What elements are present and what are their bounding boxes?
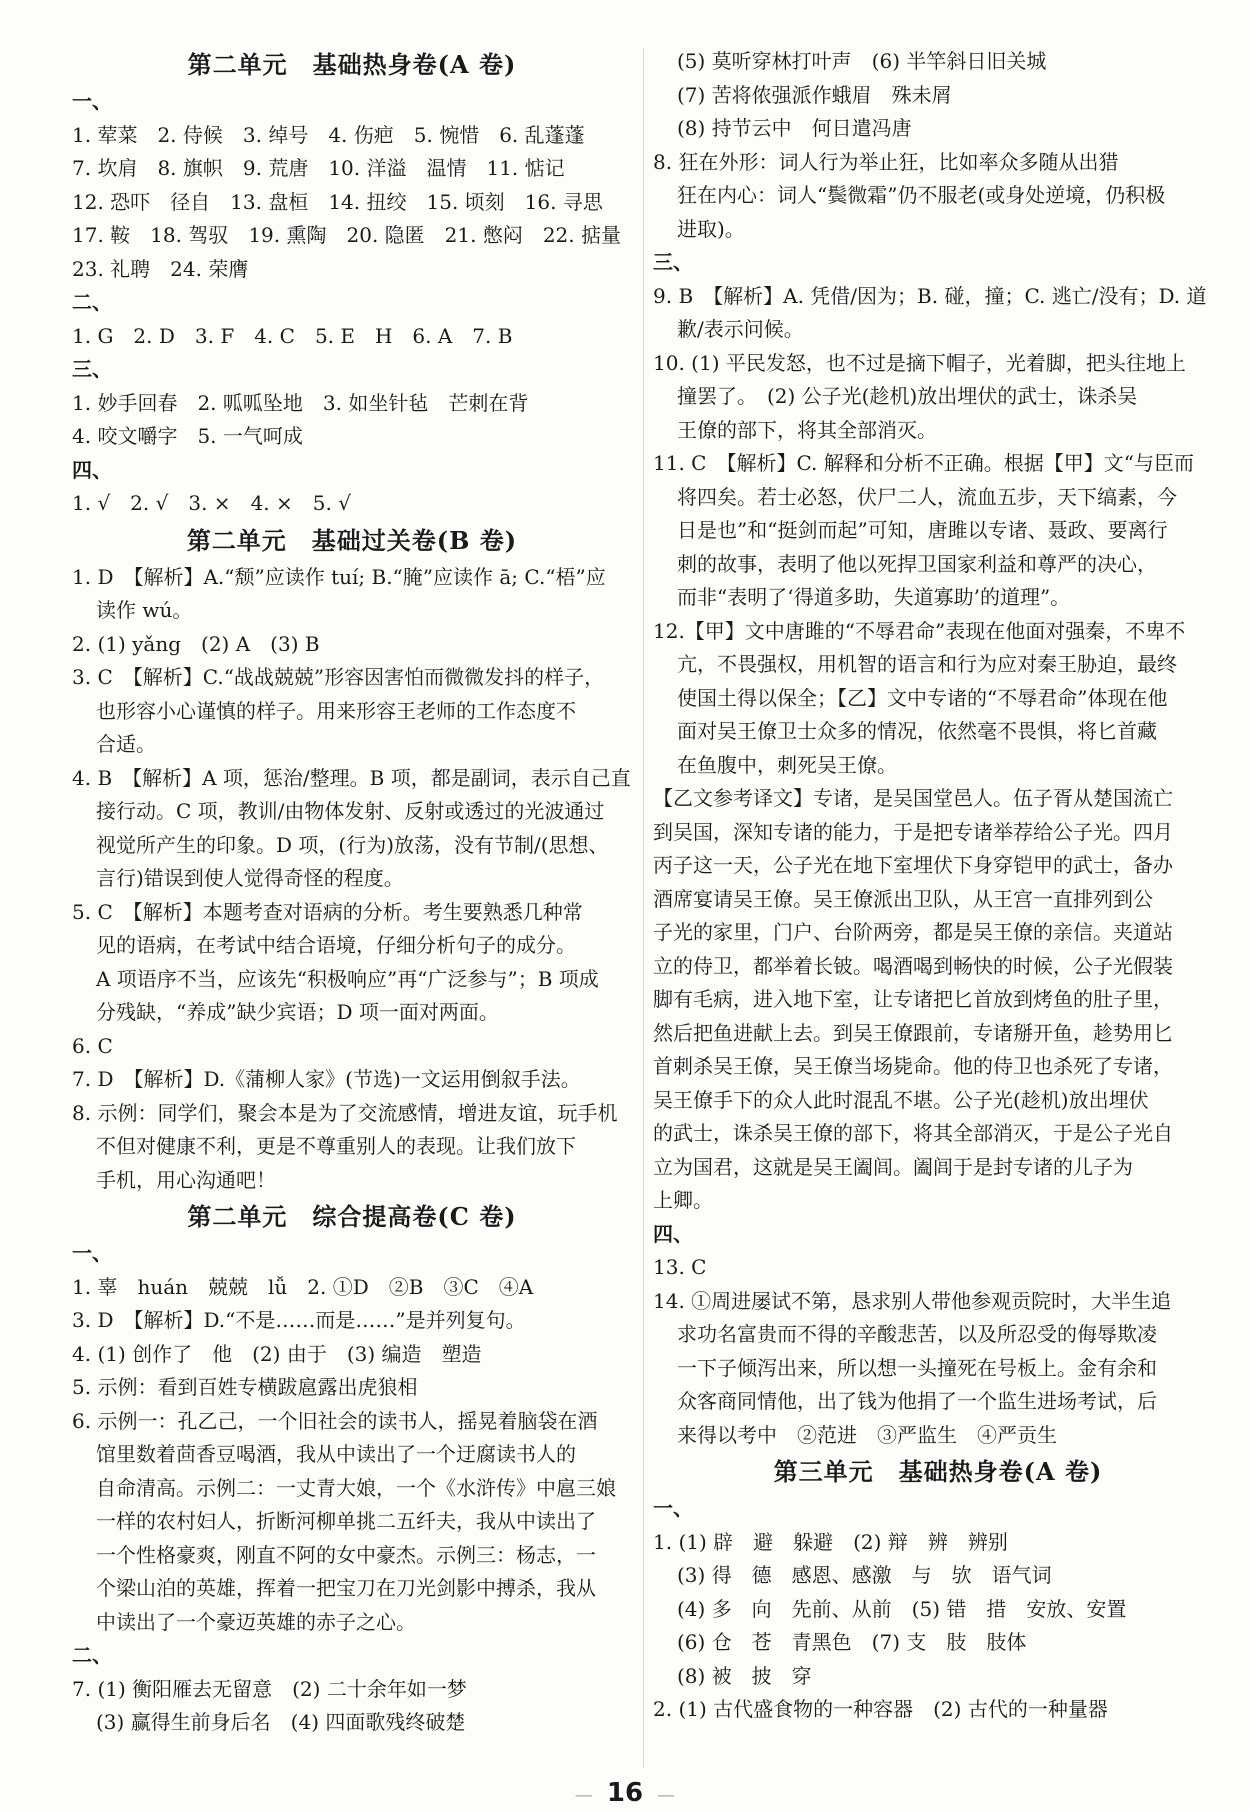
answer-line: 3. D 【解析】D.“不是……而是……”是并列复句。 <box>72 1308 526 1332</box>
answer-line: 见的语病，在考试中结合语境，仔细分析句子的成分。 <box>96 933 576 957</box>
section-heading: 一、 <box>72 1241 112 1265</box>
answer-line: 歉/表示问候。 <box>677 317 804 341</box>
page-number <box>0 1778 1250 1811</box>
answer-line: 中读出了一个豪迈英雄的赤子之心。 <box>96 1609 416 1634</box>
answer-line: 8. 示例：同学们，聚会本是为了交流感情，增进友谊，玩手机 <box>72 1100 618 1125</box>
answer-line: (7) 苦将侬强派作蛾眉 殊未屑 <box>677 82 952 107</box>
section-title: 第三单元 基础热身卷(A 卷) <box>773 1457 1103 1486</box>
answer-line: 面对吴王僚卫士众多的情况，依然毫不畏惧，将匕首藏 <box>677 719 1157 743</box>
answer-line: (3) 得 德 感恩、感激 与 欤 语气词 <box>677 1563 1052 1587</box>
answer-line: 而非“表明了‘得道多助，失道寡助’的道理”。 <box>677 585 1071 609</box>
answer-line: 酒席宴请吴王僚。吴王僚派出卫队，从王宫一直排列到公 <box>653 886 1153 911</box>
answer-line: 4. 咬文嚼字 5. 一气呵成 <box>72 424 303 448</box>
section-title: 第二单元 基础过关卷(B 卷) <box>186 525 518 555</box>
answer-line: 求功名富贵而不得的辛酸悲苦，以及所忍受的侮辱欺凌 <box>677 1322 1157 1346</box>
answer-line: 个梁山泊的英雄，挥着一把宝刀在刀光剑影中搏杀，我从 <box>96 1576 596 1600</box>
answer-line: 亢，不畏强权，用机智的语言和行为应对秦王胁迫，最终 <box>677 652 1177 676</box>
answer-line: 3. C 【解析】C.“战战兢兢”形容因害怕而微微发抖的样子， <box>72 665 605 689</box>
section-heading: 三、 <box>653 250 693 274</box>
answer-line: 进取)。 <box>677 216 745 241</box>
page-number-dash-left: — <box>574 1785 593 1806</box>
answer-line: 分残缺，“养成”缺少宾语；D 项一面对两面。 <box>96 1000 499 1024</box>
answer-line: 首刺杀吴王僚，吴王僚当场毙命。他的侍卫也杀死了专诸， <box>653 1054 1173 1078</box>
answer-line: 脚有毛病，进入地下室，让专诸把匕首放到烤鱼的肚子里， <box>653 987 1173 1011</box>
answer-line: 然后把鱼进献上去。到吴王僚跟前，专诸掰开鱼，趁势用匕 <box>653 1020 1173 1045</box>
answer-line: 一下子倾泻出来，所以想一头撞死在号板上。金有余和 <box>677 1355 1157 1380</box>
answer-line: (8) 持节云中 何日遣冯唐 <box>677 116 912 140</box>
answer-line: 1. 荤菜 2. 侍候 3. 绰号 4. 伤疤 5. 惋惜 6. 乱蓬蓬 <box>72 122 585 147</box>
answer-line: 一样的农村妇人，折断河柳单挑二五纤夫，我从中读出了 <box>96 1509 596 1533</box>
answer-line: 5. 示例：看到百姓专横跋扈露出虎狼相 <box>72 1375 418 1399</box>
answer-line: 刺的故事，表明了他以死捍卫国家利益和尊严的决心， <box>677 551 1157 576</box>
answer-line: 读作 wú。 <box>96 598 193 622</box>
answer-line: 自命清高。示例二：一丈青大娘，一个《水浒传》中扈三娘 <box>96 1475 616 1500</box>
answer-line: 10. (1) 平民发怒，也不过是摘下帽子，光着脚，把头往地上 <box>653 350 1186 375</box>
section-heading: 二、 <box>72 290 112 314</box>
answer-line: 4. (1) 创作了 他 (2) 由于 (3) 编造 塑造 <box>72 1341 482 1366</box>
answer-line: 6. C <box>72 1033 113 1058</box>
answer-line: 馆里数着茴香豆喝酒，我从中读出了一个迂腐读书人的 <box>96 1442 576 1466</box>
answer-line: 使国土得以保全；【乙】文中专诸的“不辱君命”体现在他 <box>677 685 1168 710</box>
answer-line: 9. B 【解析】A. 凭借/因为；B. 碰，撞；C. 逃亡/没有；D. 道 <box>653 283 1207 308</box>
left-column <box>72 45 632 1740</box>
page-number-text: 16 <box>606 1778 644 1808</box>
answer-line: 丙子这一天，公子光在地下室埋伏下身穿铠甲的武士，备办 <box>653 853 1173 877</box>
answer-line: 撞罢了。 (2) 公子光(趁机)放出埋伏的武士，诛杀吴 <box>677 384 1138 408</box>
answer-line: 狂在内心：词人“鬓微霜”仍不服老(或身处逆境，仍积极 <box>677 183 1166 207</box>
answer-line: 2. (1) yǎng (2) A (3) B <box>72 631 320 656</box>
answer-line: 在鱼腹中，刺死吴王僚。 <box>677 752 897 777</box>
answer-line: 来得以考中 ②范进 ③严监生 ④严贡生 <box>677 1422 1057 1447</box>
answer-line: 17. 鞍 18. 驾驭 19. 熏陶 20. 隐匿 21. 憋闷 22. 掂量 <box>72 223 621 247</box>
section-title: 第二单元 基础热身卷(A 卷) <box>187 50 517 79</box>
answer-line: 的武士，诛杀吴王僚的部下，将其全部消灭，于是公子光自 <box>653 1121 1173 1145</box>
answer-line: 吴王僚手下的众人此时混乱不堪。公子光(趁机)放出埋伏 <box>653 1087 1149 1112</box>
answer-line: 1. 妙手回春 2. 呱呱坠地 3. 如坐针毡 芒刺在背 <box>72 390 529 415</box>
answer-line: 1. √ 2. √ 3. × 4. × 5. √ <box>72 491 351 515</box>
answer-line: 上卿。 <box>653 1188 713 1212</box>
answer-line: 众客商同情他，出了钱为他捐了一个监生进场考试，后 <box>677 1389 1157 1413</box>
section-heading: 三、 <box>72 357 112 381</box>
answer-line: 一个性格豪爽，刚直不阿的女中豪杰。示例三：杨志，一 <box>96 1542 596 1567</box>
answer-line: 1. D 【解析】A.“颓”应读作 tuí; B.“腌”应读作 ā; C.“梧”应 <box>72 564 606 589</box>
right-column <box>653 45 1223 1727</box>
answer-line: 也形容小心谨慎的样子。用来形容王老师的工作态度不 <box>96 698 576 723</box>
section-title: 第二单元 综合提高卷(C 卷) <box>187 1202 517 1231</box>
answer-line: 日是也”和“挺剑而起”可知，唐雎以专诸、聂政、要离行 <box>677 518 1168 542</box>
answer-line: 子光的家里，门户、台阶两旁，都是吴王僚的亲信。夹道站 <box>653 920 1173 944</box>
answer-line: 7. D 【解析】D.《蒲柳人家》(节选)一文运用倒叙手法。 <box>72 1067 581 1091</box>
answer-line: 【乙文参考译文】专诸，是吴国堂邑人。伍子胥从楚国流亡 <box>653 786 1173 810</box>
answer-line: 合适。 <box>96 732 156 756</box>
answer-line: (4) 多 向 先前、从前 (5) 错 措 安放、安置 <box>677 1596 1127 1621</box>
answer-line: 14. ①周进屡试不第，恳求别人带他参观贡院时，大半生追 <box>653 1288 1172 1313</box>
column-divider <box>643 48 644 1768</box>
answer-line: 手机，用心沟通吧！ <box>96 1167 276 1192</box>
section-heading: 一、 <box>653 1496 693 1520</box>
answer-line: 13. C <box>653 1255 707 1279</box>
answer-line: 王僚的部下，将其全部消灭。 <box>677 417 937 442</box>
page-number-dash-right: — <box>657 1785 676 1806</box>
answer-line: 12. 恐吓 径自 13. 盘桓 14. 扭绞 15. 顷刻 16. 寻思 <box>72 189 603 214</box>
section-heading: 四、 <box>72 457 112 482</box>
answer-line: 11. C 【解析】C. 解释和分析不正确。根据【甲】文“与臣而 <box>653 451 1194 475</box>
answer-line: 到吴国，深知专诸的能力，于是把专诸举荐给公子光。四月 <box>653 819 1173 844</box>
answer-line: 2. (1) 古代盛食物的一种容器 (2) 古代的一种量器 <box>653 1697 1108 1721</box>
section-heading: 一、 <box>72 89 112 113</box>
section-heading: 四、 <box>653 1221 693 1246</box>
answer-line: 接行动。C 项，教训/由物体发射、反射或透过的光波通过 <box>96 799 605 823</box>
answer-line: 立的侍卫，都举着长铍。喝酒喝到畅快的时候，公子光假装 <box>653 953 1173 978</box>
answer-line: 5. C 【解析】本题考查对语病的分析。考生要熟悉几种常 <box>72 899 583 924</box>
answer-line: 12.【甲】文中唐雎的“不辱君命”表现在他面对强秦，不卑不 <box>653 618 1186 643</box>
answer-line: 7. (1) 衡阳雁去无留意 (2) 二十余年如一梦 <box>72 1676 467 1701</box>
answer-line: 6. 示例一：孔乙己，一个旧社会的读书人，摇晃着脑袋在酒 <box>72 1408 598 1433</box>
answer-line: 言行)错误到使人觉得奇怪的程度。 <box>96 866 404 890</box>
answer-line: (6) 仓 苍 青黑色 (7) 支 肢 肢体 <box>677 1630 1027 1654</box>
answer-line: (3) 赢得生前身后名 (4) 四面歌残终破楚 <box>96 1710 466 1734</box>
answer-line: 4. B 【解析】A 项，惩治/整理。B 项，都是副词，表示自己直 <box>72 765 631 790</box>
answer-line: 1. 辜 huán 兢兢 lǚ 2. ①D ②B ③C ④A <box>72 1274 534 1299</box>
section-heading: 二、 <box>72 1643 112 1667</box>
answer-line: 7. 坎肩 8. 旗帜 9. 荒唐 10. 洋溢 温情 11. 惦记 <box>72 156 565 180</box>
answer-line: 视觉所产生的印象。D 项，(行为)放荡，没有节制/(思想、 <box>96 832 609 857</box>
answer-line: 1. G 2. D 3. F 4. C 5. E H 6. A 7. B <box>72 323 513 348</box>
answer-line: 不但对健康不利，更是不尊重别人的表现。让我们放下 <box>96 1134 576 1158</box>
answer-line: 1. (1) 辟 避 躲避 (2) 辩 辨 辨别 <box>653 1529 1008 1554</box>
answer-line: 8. 狂在外形：词人行为举止狂，比如率众多随从出猎 <box>653 149 1119 174</box>
answer-line: A 项语序不当，应该先“积极响应”再“广泛参与”；B 项成 <box>96 966 599 991</box>
answer-line: 将四矣。若士必怒，伏尸二人，流血五步，天下缟素，今 <box>677 484 1177 509</box>
answer-line: (8) 被 披 穿 <box>677 1663 812 1688</box>
answer-line: (5) 莫听穿林打叶声 (6) 半竿斜日旧关城 <box>677 49 1047 73</box>
answer-line: 立为国君，这就是吴王阖闾。阖闾于是封专诸的儿子为 <box>653 1154 1133 1179</box>
answer-line: 23. 礼聘 24. 荣膺 <box>72 256 249 281</box>
